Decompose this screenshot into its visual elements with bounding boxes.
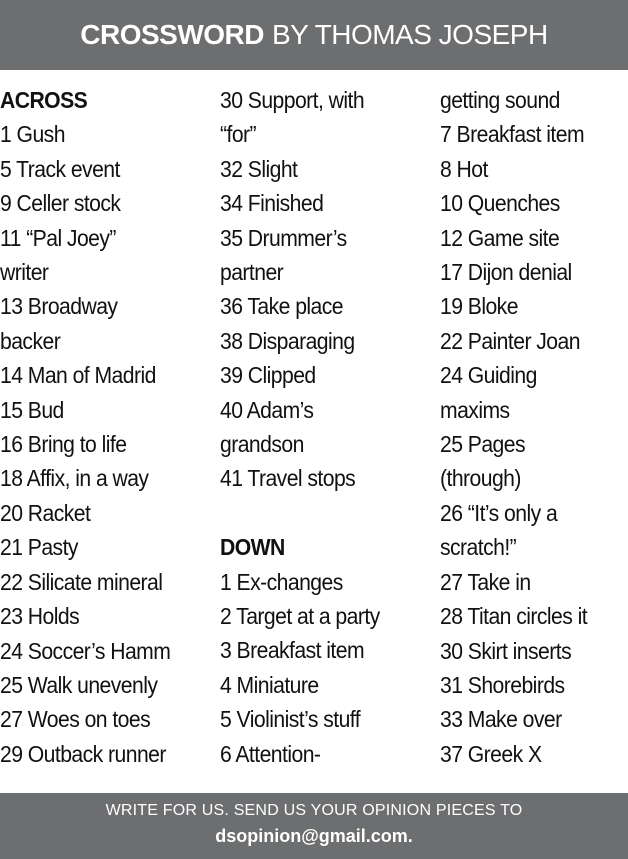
down-clue: 19 Bloke xyxy=(440,293,518,320)
down-clue: 33 Make over xyxy=(440,706,562,733)
down-clue: 22 Painter Joan xyxy=(440,327,580,354)
across-clue: 25 Walk unevenly xyxy=(0,671,158,698)
clues-column-1 xyxy=(0,83,195,771)
across-clue: 16 Bring to life xyxy=(0,431,127,458)
footer-email: dsopinion@gmail.com. xyxy=(215,826,413,846)
clues-column-2 xyxy=(220,83,415,771)
across-clue: 32 Slight xyxy=(220,155,298,182)
across-clue: 27 Woes on toes xyxy=(0,706,151,733)
across-clue: 39 Clipped xyxy=(220,362,316,389)
across-clue: 24 Soccer’s Hamm xyxy=(0,637,171,664)
down-clue: 6 Attention- xyxy=(220,740,321,767)
down-clue: 2 Target at a party xyxy=(220,603,380,630)
across-clue: 34 Finished xyxy=(220,190,324,217)
down-clue: 26 “It’s only a xyxy=(440,499,558,526)
across-clue: 18 Affix, in a way xyxy=(0,465,149,492)
down-clue: 25 Pages xyxy=(440,431,525,458)
across-clue: 36 Take place xyxy=(220,293,344,320)
across-clue: 5 Track event xyxy=(0,155,120,182)
down-clue: 8 Hot xyxy=(440,155,488,182)
across-clue: 29 Outback runner xyxy=(0,740,166,767)
down-heading: DOWN xyxy=(220,534,285,561)
down-clue: getting sound xyxy=(440,87,560,113)
down-clue: 37 Greek X xyxy=(440,740,542,767)
across-clue: 35 Drummer’s xyxy=(220,224,347,251)
across-clue: writer xyxy=(0,259,49,286)
section-spacer xyxy=(220,496,415,530)
across-clue: 23 Holds xyxy=(0,603,80,630)
down-clue: maxims xyxy=(440,396,510,423)
down-clue: 12 Game site xyxy=(440,224,560,251)
down-clue: (through) xyxy=(440,465,521,492)
down-clue: 3 Breakfast item xyxy=(220,637,365,664)
across-clue: 13 Broadway xyxy=(0,293,118,320)
across-clue: 30 Support, with xyxy=(220,87,365,113)
across-clue: 1 Gush xyxy=(0,121,65,148)
across-clue: 41 Travel stops xyxy=(220,465,356,492)
down-clue: 28 Titan circles it xyxy=(440,603,588,630)
across-clue: 22 Silicate mineral xyxy=(0,568,163,595)
across-clue: 15 Bud xyxy=(0,396,64,423)
down-clue: 31 Shorebirds xyxy=(440,671,565,698)
across-clue: 14 Man of Madrid xyxy=(0,362,156,389)
down-clue: 10 Quenches xyxy=(440,190,560,217)
across-clue: 21 Pasty xyxy=(0,534,78,561)
across-clue: backer xyxy=(0,327,61,354)
header-title-bold: CROSSWORD xyxy=(80,19,264,50)
across-clue: 38 Disparaging xyxy=(220,327,355,354)
down-clue: 27 Take in xyxy=(440,568,531,595)
crossword-header xyxy=(0,0,628,70)
across-clue: “for” xyxy=(220,121,257,148)
down-clue: scratch!” xyxy=(440,534,517,561)
down-clue: 7 Breakfast item xyxy=(440,121,585,148)
across-clue: partner xyxy=(220,259,284,286)
across-clue: 20 Racket xyxy=(0,499,91,526)
down-clue: 5 Violinist’s stuff xyxy=(220,706,361,733)
across-clue: grandson xyxy=(220,431,304,458)
down-clue: 4 Miniature xyxy=(220,671,319,698)
footer-call-to-action: WRITE FOR US. SEND US YOUR OPINION PIECES TO xyxy=(105,802,523,819)
across-clue: 9 Celler stock xyxy=(0,190,121,217)
down-clue: 17 Dijon denial xyxy=(440,259,572,286)
down-clue: 1 Ex-changes xyxy=(220,568,343,595)
down-clue: 30 Skirt inserts xyxy=(440,637,572,664)
across-clue: 40 Adam’s xyxy=(220,396,314,423)
footer-banner xyxy=(0,793,628,859)
header-title-byline: BY THOMAS JOSEPH xyxy=(272,19,548,50)
clues-column-3 xyxy=(440,83,628,771)
down-clue: 24 Guiding xyxy=(440,362,537,389)
across-heading: ACROSS xyxy=(0,87,88,113)
across-clue: 11 “Pal Joey” xyxy=(0,224,116,251)
